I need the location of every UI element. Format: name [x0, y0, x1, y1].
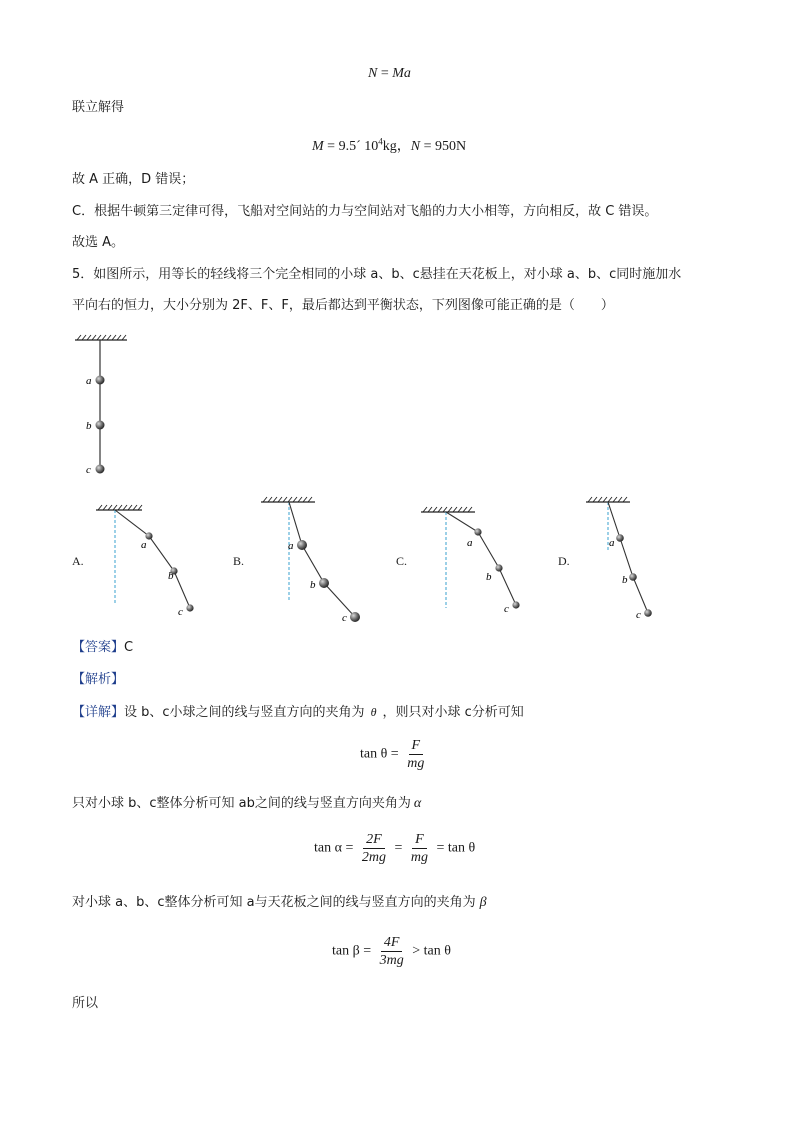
question-5-line1: 5．如图所示，用等长的轻线将三个完全相同的小球 a、b、c悬挂在天花板上，对小球 a、b、c同时施加水 — [72, 267, 682, 282]
equation-tan-alpha: tan α = $\frac{2F}{2mg}$ = $\frac{F}{mg}$ = tan θ — [314, 832, 476, 865]
svg-text:b: b — [168, 570, 174, 582]
label-c: c — [86, 464, 91, 476]
equation-tan-beta: tan β = $\frac{4F}{3mg}$ > tan θ — [332, 935, 451, 968]
svg-text:b: b — [486, 571, 492, 583]
option-b-figure — [255, 490, 370, 630]
label-b: b — [86, 420, 92, 432]
line-abc-analysis: 对小球 a、b、c整体分析可知 a与天花板之间的线与竖直方向的夹角为 β — [72, 895, 487, 910]
option-a-label: A. — [72, 554, 84, 568]
svg-text:a: a — [609, 537, 615, 549]
svg-text:a: a — [288, 540, 294, 552]
answer-value: C — [124, 640, 134, 655]
line-suoyi: 所以 — [72, 996, 99, 1011]
svg-text:c: c — [636, 609, 641, 621]
line-lianli: 联立解得 — [72, 100, 125, 115]
svg-text:c: c — [178, 606, 183, 618]
ceiling-hatch — [75, 335, 127, 340]
svg-text:a: a — [467, 537, 473, 549]
svg-text:b: b — [310, 579, 316, 591]
line-a-correct: 故 A 正确，D 错误； — [72, 172, 195, 187]
option-c-figure — [415, 500, 530, 625]
svg-text:c: c — [504, 603, 509, 615]
ball-c — [96, 465, 105, 474]
line-option-c: C．根据牛顿第三定律可得，飞船对空间站的力与空间站对飞船的力大小相等，方向相反，故 C 错误。 — [72, 204, 658, 219]
ball-a — [96, 376, 105, 385]
analysis-tag: 【解析】 — [72, 672, 125, 687]
detail-line: 【详解】设 b、c小球之间的线与竖直方向的夹角为 θ ，则只对小球 c分析可知 — [72, 705, 524, 720]
option-b-label: B. — [233, 554, 245, 568]
ball-b — [96, 421, 105, 430]
line-choose-a: 故选 A。 — [72, 235, 125, 250]
option-c-label: C. — [396, 554, 408, 568]
answer-tag: 【答案】 — [72, 640, 125, 655]
equation-m-n-values: M = 9.5´ $10^4kg$，N = 950N — [312, 136, 467, 154]
equation-tan-theta: tan θ = $\frac{F}{mg}$ — [360, 738, 425, 771]
option-a-figure — [90, 500, 210, 625]
line-bc-analysis: 只对小球 b、c整体分析可知 ab之间的线与竖直方向夹角为 α — [72, 796, 422, 811]
detail-tag: 【详解】 — [72, 705, 125, 720]
svg-text:b: b — [622, 574, 628, 586]
question-5-line2: 平向右的恒力，大小分别为 2F、F、F，最后都达到平衡状态，下列图像可能正确的是（ ） — [72, 298, 614, 313]
initial-pendulum-figure — [70, 333, 140, 478]
label-a: a — [86, 375, 92, 387]
svg-text:a: a — [141, 539, 147, 551]
option-d-label: D. — [558, 554, 570, 568]
svg-text:c: c — [342, 612, 347, 624]
option-d-figure — [580, 490, 670, 625]
answer-line — [72, 638, 133, 658]
equation-n-ma: N = Ma — [368, 66, 411, 81]
